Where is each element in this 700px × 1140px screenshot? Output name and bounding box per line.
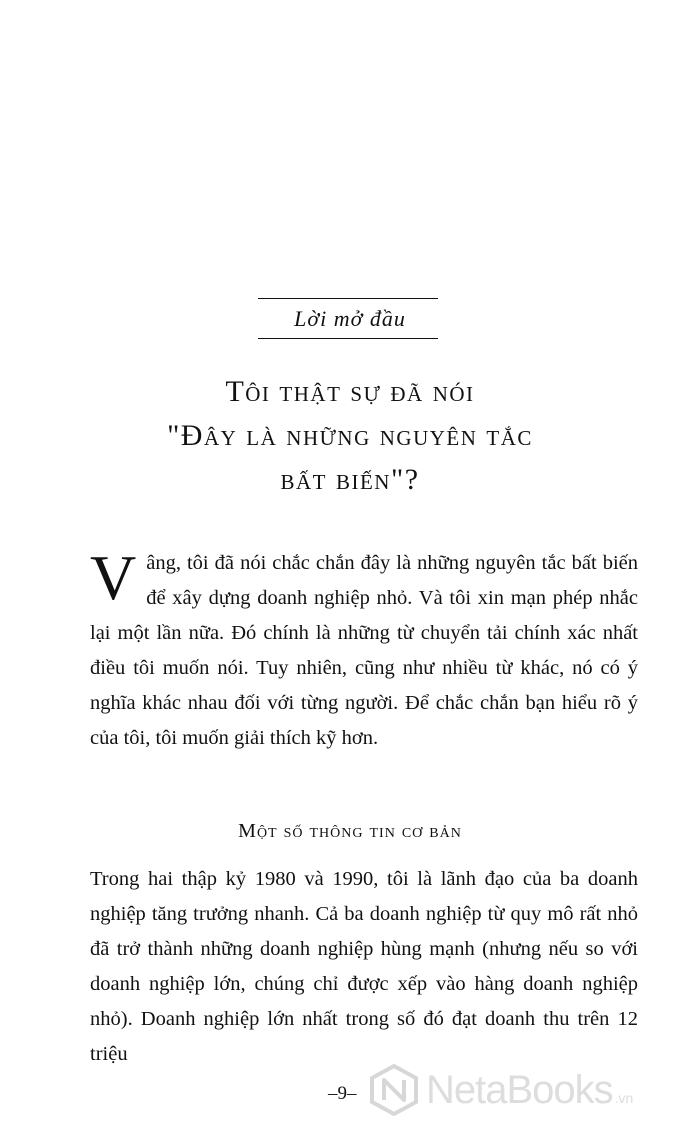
watermark-suffix: .vn — [614, 1090, 634, 1106]
watermark-brand: NetaBooks — [426, 1067, 613, 1112]
opening-paragraph-text: âng, tôi đã nói chắc chắn đây là những nguyên tắc bất biến để xây dựng doanh nghiệp nhỏ. Và tôi xin mạn phép nhắc lại một lần nữa. Đó chính là những từ chuyển tải chính xác nhất điều tôi muốn nói. Tuy nhiên, cũng như nhiều từ khác, nó có ý nghĩa khác nhau đối với từng người. Để chắc chắn bạn hiểu rõ ý của tôi, tôi muốn giải thích kỹ hơn. — [90, 552, 638, 749]
chapter-title-line-3: bất biến"? — [280, 463, 420, 496]
background-paragraph: Trong hai thập kỷ 1980 và 1990, tôi là lãnh đạo của ba doanh nghiệp tăng trưởng nhanh. Cả ba doanh nghiệp từ quy mô rất nhỏ đã trở thành những doanh nghiệp hùng mạnh (nhưng nếu so với doanh nghiệp lớn, chúng chỉ được xếp vào hàng doanh nghiệp nhỏ). Doanh nghiệp lớn nhất trong số đó đạt doanh thu trên 12 triệu — [90, 868, 638, 1065]
page-number: –9– — [328, 1083, 357, 1104]
netabooks-watermark — [368, 1060, 688, 1120]
opening-paragraph — [90, 542, 638, 756]
preface-rule-bottom — [258, 338, 438, 339]
drop-cap: V — [90, 542, 137, 613]
section-heading: Một số thông tin cơ bản — [238, 820, 462, 842]
preface-label: Lời mở đầu — [294, 306, 406, 331]
chapter-title — [60, 370, 640, 502]
chapter-title-line-1: Tôi thật sự đã nói — [225, 375, 475, 408]
chapter-title-line-2: "Đây là những nguyên tắc — [167, 419, 533, 452]
netabooks-logo-icon — [368, 1064, 420, 1116]
preface-rule-top — [258, 298, 438, 299]
